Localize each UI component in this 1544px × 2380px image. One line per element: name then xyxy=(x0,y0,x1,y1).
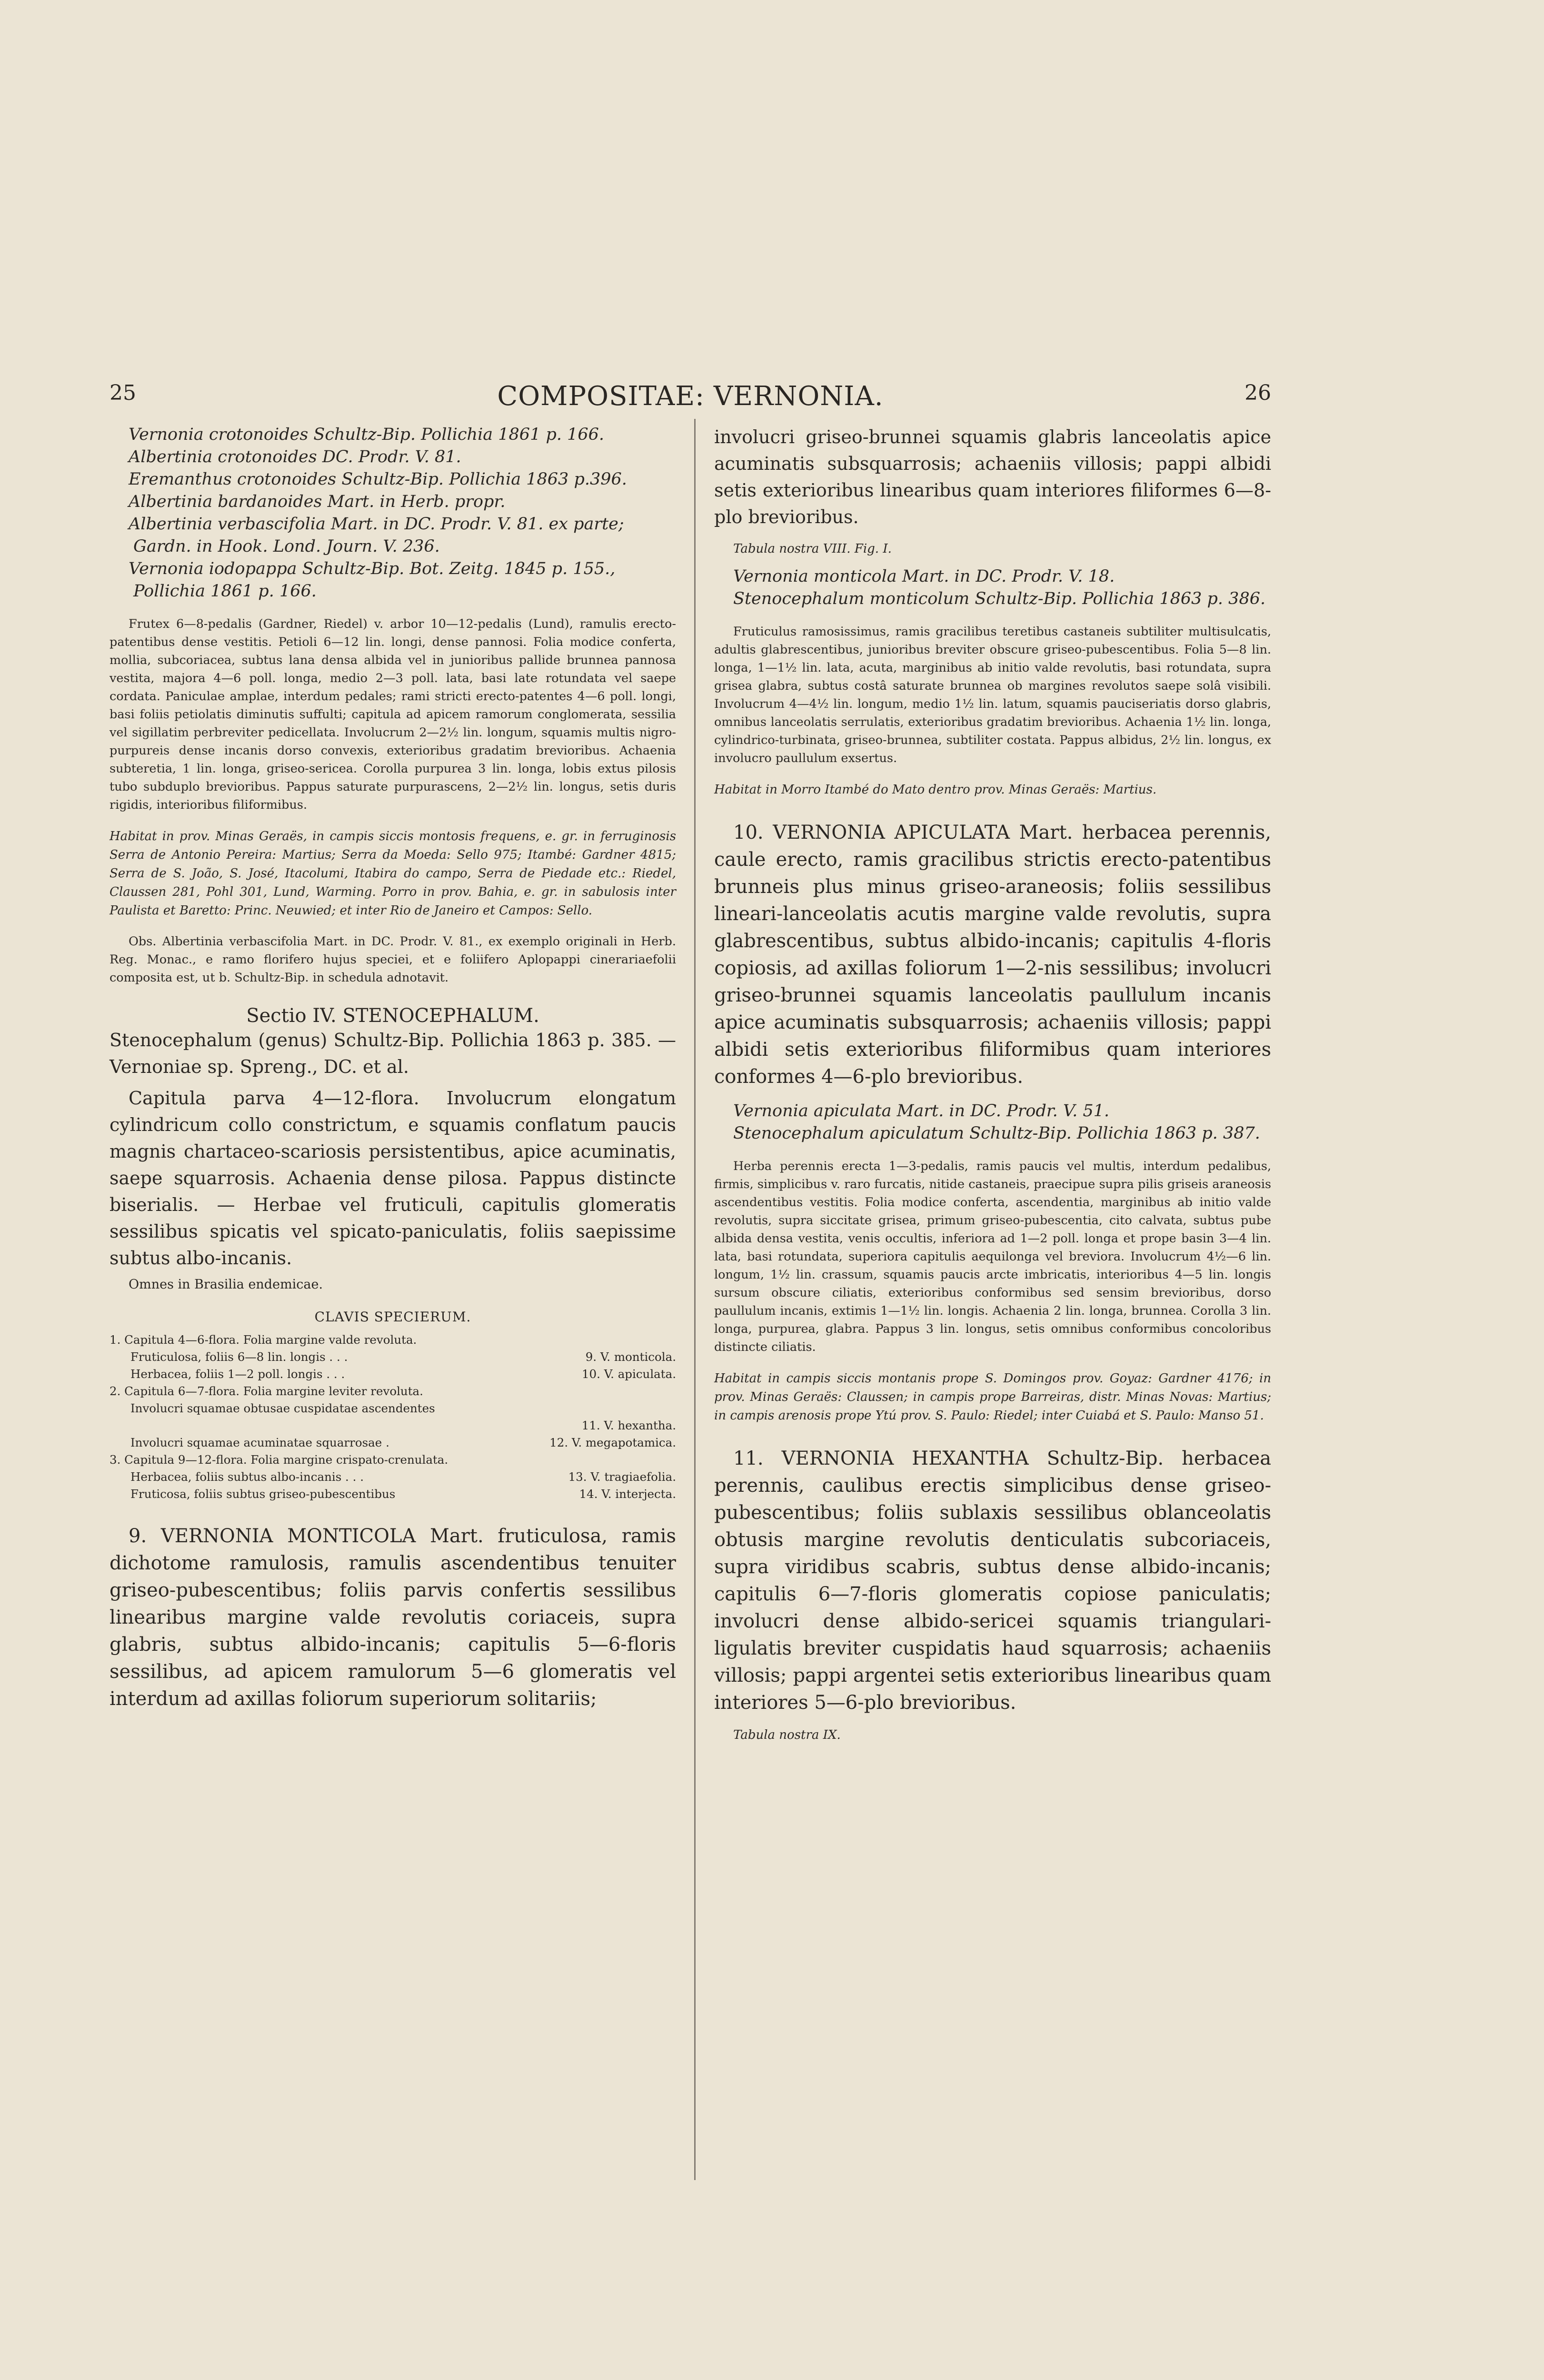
species-description: Herba perennis erecta 1—3-pedalis, ramis paucis vel multis, interdum pedalibus, firmis, simplicibus v. raro furcatis, nitide castaneis, praecipue supra pilis griseis araneosis ascendentibus vestitis. Folia modice conferta, ascendentia, marginibus ab initio valde revolutis, supra siccitate grisea, primum griseo-pubescentia, cito calvata, subtus pube albida densa vestita, venis occultis, inferiora ad 1—2 poll. longa et prope basin 3—4 lin. lata, basi rotundata, superiora capitulis aequilonga vel breviora. Involucrum 4½—6 lin. longum, 1½ lin. crassum, squamis paucis arcte imbricatis, interioribus 4—5 lin. longis sursum obscure ciliatis, exterioribus conformibus sed sensim brevioribus, dorso paullulum incanis, extimis 1—1½ lin. longis. Achaenia 2 lin. longa, brunnea. Corolla 3 lin. longa, purpurea, glabra. Pappus 3 lin. longus, setis omnibus conformibus concoloribus distincte ciliatis. xyxy=(714,1159,1271,1354)
endemic-note: Omnes in Brasilia endemicae. xyxy=(129,1277,323,1292)
species-heading: 10. VERNONIA APICULATA Mart. herbacea perennis, caule erecto, ramis gracilibus strictis erecto-patentibus brunneis plus minus griseo-araneosis; foliis sessilibus lineari-lanceolatis acutis margine valde revolutis, supra glabrescentibus, subtus albido-incanis; capitulis 4-floris copiosis, ad axillas foliorum 1—2-nis sessilibus; involucri griseo-brunnei squamis lanceolatis paullulum incanis apice acuminatis subsquarrosis; achaeniis villosis; pappi albidi setis exterioribus filiformibus quam interiores conformes 4—6-plo brevioribus. xyxy=(714,822,1271,1088)
habitat-paragraph: Habitat in prov. Minas Geraës, in campis siccis montosis frequens, e. gr. in ferruginosis Serra de Antonio Pereira: Martius; Serra da Moeda: Sello 975; Itambé: Gardner 4815; Serra de S. João, S. José, Itacolumi, Itabira do campo, Serra de Piedade etc.: Riedel, Claussen 281, Pohl 301, Lund, Warming. Porro in prov. Bahia, e. gr. in sabulosis inter Paulista et Baretto: Princ. Neuwied; et inter Rio de Janeiro et Campos: Sello. xyxy=(110,829,676,918)
key-row: Herbacea, foliis subtus albo-incanis . . . 13. V. tragiaefolia. xyxy=(130,1470,676,1484)
key-row: Fruticulosa, foliis 6—8 lin. longis . . . 9. V. monticola. xyxy=(130,1350,676,1364)
habitat-paragraph: Habitat in Morro Itambé do Mato dentro prov. Minas Geraës: Martius. xyxy=(714,783,1157,797)
key-row: 2. Capitula 6—7-flora. Folia margine leviter revoluta. xyxy=(110,1384,423,1398)
key-title: CLAVIS SPECIERUM. xyxy=(314,1309,471,1325)
synonym: Stenocephalum apiculatum Schultz-Bip. Pollichia 1863 p. 387. xyxy=(733,1124,1260,1143)
synonym-list xyxy=(714,565,1271,610)
synonym: Vernonia apiculata Mart. in DC. Prodr. V. 51. xyxy=(733,1101,1109,1121)
genus-reference: Stenocephalum (genus) Schultz-Bip. Pollichia 1863 p. 385. — Vernoniae sp. Spreng., DC. et al. xyxy=(110,1030,676,1077)
key-row: 1. Capitula 4—6-flora. Folia margine valde revoluta. xyxy=(110,1333,417,1347)
synonym: Albertinia bardanoides Mart. in Herb. propr. xyxy=(129,492,506,511)
key-row: 3. Capitula 9—12-flora. Folia margine crispato-crenulata. xyxy=(110,1453,448,1467)
synonym: Vernonia crotonoides Schultz-Bip. Pollichia 1861 p. 166. xyxy=(129,425,605,444)
page-header xyxy=(110,381,1271,419)
key-row: Fruticosa, foliis subtus griseo-pubescentibus 14. V. interjecta. xyxy=(130,1487,676,1501)
plate-reference: Tabula nostra VIII. Fig. I. xyxy=(733,542,892,556)
section-title: Sectio IV. STENOCEPHALUM. xyxy=(246,1005,539,1027)
species-key xyxy=(110,1331,676,1503)
synonym: Eremanthus crotonoides Schultz-Bip. Pollichia 1863 p.396. xyxy=(129,470,627,489)
synonym: Vernonia monticola Mart. in DC. Prodr. V. 18. xyxy=(733,567,1115,586)
observation-paragraph: Obs. Albertinia verbascifolia Mart. in DC. Prodr. V. 81., ex exemplo originali in Herb. Reg. Monac., e ramo florifero hujus speciei, et e foliifero Aplopappi cinerariaefolii composita est, ut b. Schultz-Bip. in schedula adnotavit. xyxy=(110,934,676,985)
species-heading: 9. VERNONIA MONTICOLA Mart. fruticulosa, ramis dichotome ramulosis, ramulis ascendentibus tenuiter griseo-pubescentibus; foliis parvis confertis sessilibus linearibus margine valde revolutis coriaceis, supra glabris, subtus albido-incanis; capitulis 5—6-floris sessilibus, ad apicem ramulorum 5—6 glomeratis vel interdum ad axillas foliorum superiorum solitariis; xyxy=(110,1525,676,1710)
page-number-left: 25 xyxy=(110,381,136,405)
species-description: Frutex 6—8-pedalis (Gardner, Riedel) v. arbor 10—12-pedalis (Lund), ramulis erecto-patentibus dense vestitis. Petioli 6—12 lin. longi, dense pannosi. Folia modice conferta, mollia, subcoriacea, subtus lana densa albida vel in junioribus pallide brunnea pannosa vestita, majora 4—6 poll. longa, medio 2—3 poll. lata, basi late rotundata vel saepe cordata. Paniculae amplae, interdum pedales; rami stricti erecto-patentes 4—6 poll. longi, basi foliis petiolatis diminutis suffulti; capitula ad apicem ramorum conglomerata, sessilia vel sigillatim perbreviter pedicellata. Involucrum 2—2½ lin. longum, squamis multis nigro-purpureis dense incanis dorso convexis, exterioribus gradatim brevioribus. Achaenia subteretia, 1 lin. longa, griseo-sericea. Corolla purpurea 3 lin. longa, lobis extus pilosis tubo subduplo brevioribus. Pappus saturate purpurascens, 2—2½ lin. longus, setis duris rigidis, interioribus filiformibus. xyxy=(110,617,676,812)
key-row: 11. V. hexantha. xyxy=(581,1418,676,1432)
key-row: Herbacea, foliis 1—2 poll. longis . . . 10. V. apiculata. xyxy=(130,1367,676,1381)
synonym-list xyxy=(110,424,676,603)
running-title: COMPOSITAE: VERNONIA. xyxy=(497,381,884,412)
left-column xyxy=(110,424,676,1713)
key-row: Involucri squamae obtusae cuspidatae ascendentes xyxy=(130,1401,435,1415)
plate-reference: Tabula nostra IX. xyxy=(733,1728,841,1742)
habitat-paragraph: Habitat in campis siccis montanis prope S. Domingos prov. Goyaz: Gardner 4176; in prov. Minas Geraës: Claussen; in campis prope Barreiras, distr. Minas Novas: Martius; in campis arenosis prope Ytú prov. S. Paulo: Riedel; inter Cuiabá et S. Paulo: Manso 51. xyxy=(714,1371,1271,1423)
synonym-list xyxy=(714,1100,1271,1145)
species-description: Fruticulus ramosissimus, ramis gracilibus teretibus castaneis subtiliter multisulcatis, adultis glabrescentibus, junioribus breviter obscure griseo-pubescentibus. Folia 5—8 lin. longa, 1—1½ lin. lata, acuta, marginibus ab initio valde revolutis, basi rotundata, supra grisea glabra, subtus costâ saturate brunnea ob margines revolutos saepe solâ visibili. Involucrum 4—4½ lin. longum, medio 1½ lin. latum, squamis pauciseriatis dorso glabris, omnibus lanceolatis serrulatis, exterioribus gradatim brevioribus. Achaenia 1½ lin. longa, cylindrico-turbinata, griseo-brunnea, subtiliter costata. Pappus albidus, 2½ lin. longus, ex involucro paullulum exsertus. xyxy=(714,625,1271,765)
genus-description: Capitula parva 4—12-flora. Involucrum elongatum cylindricum collo constrictum, e squamis conflatum paucis magnis chartaceo-scariosis persistentibus, apice acuminatis, saepe squarrosis. Achaenia dense pilosa. Pappus distincte biserialis. — Herbae vel fruticuli, capitulis glomeratis sessilibus spicatis vel spicato-paniculatis, foliis saepissime subtus albo-incanis. xyxy=(110,1088,676,1269)
synonym: Albertinia verbascifolia Mart. in DC. Prodr. V. 81. ex parte; Gardn. in Hook. Lond. Journ. V. 236. xyxy=(129,515,624,556)
synonym: Albertinia crotonoides DC. Prodr. V. 81. xyxy=(129,447,461,466)
key-row: Involucri squamae acuminatae squarrosae . 12. V. megapotamica. xyxy=(130,1436,676,1449)
continued-diagnosis: involucri griseo-brunnei squamis glabris lanceolatis apice acuminatis subsquarrosis; achaeniis villosis; pappi albidi setis exterioribus linearibus quam interiores filiformes 6—8-plo brevioribus. xyxy=(714,426,1271,527)
page-number-right: 26 xyxy=(1245,381,1271,405)
column-divider xyxy=(694,419,696,2180)
synonym: Vernonia iodopappa Schultz-Bip. Bot. Zeitg. 1845 p. 155., Pollichia 1861 p. 166. xyxy=(129,559,616,601)
synonym: Stenocephalum monticolum Schultz-Bip. Pollichia 1863 p. 386. xyxy=(733,589,1265,608)
right-column xyxy=(714,424,1271,1742)
species-heading: 11. VERNONIA HEXANTHA Schultz-Bip. herbacea perennis, caulibus erectis simplicibus dense griseo-pubescentibus; foliis sublaxis sessilibus oblanceolatis obtusis margine revolutis denticulatis subcoriaceis, supra viridibus scabris, subtus dense albido-incanis; capitulis 6—7-floris glomeratis copiose paniculatis; involucri dense albido-sericei squamis triangulari-ligulatis breviter cuspidatis haud squarrosis; achaeniis villosis; pappi argentei setis exterioribus linearibus quam interiores 5—6-plo brevioribus. xyxy=(714,1448,1271,1714)
